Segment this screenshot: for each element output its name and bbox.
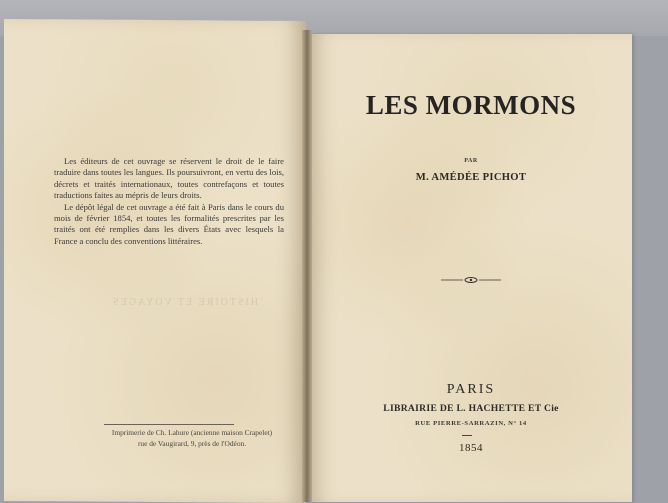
- publication-city: PARIS: [446, 382, 496, 397]
- printer-imprint: [86, 427, 298, 449]
- printer-rule: [104, 424, 234, 425]
- publisher-name: LIBRAIRIE DE L. HACHETTE ET Cie: [383, 403, 559, 414]
- ornament-divider-icon: [310, 275, 632, 289]
- rights-paragraph-1: Les éditeurs de cet ouvrage se réservent le droit de le faire traduire dans toutes les langues. Ils poursuivront, en vertu des lois, décrets et traités internationaux, toutes contrefaçons et toutes traductions faites au mépris de leurs droits.: [54, 156, 284, 201]
- printer-line-2: rue de Vaugirard, 9, près de l'Odéon.: [137, 439, 247, 448]
- short-rule: [462, 435, 472, 436]
- rights-notice: [54, 156, 284, 247]
- printer-line-1: Imprimerie de Ch. Lahure (ancienne maison Crapelet): [111, 428, 273, 437]
- author-name: M. AMÉDÉE PICHOT: [415, 172, 527, 183]
- publication-year: 1854: [459, 442, 483, 454]
- show-through-text: HISTOIRE ET VOYAGES: [111, 297, 258, 308]
- book-title: LES MORMONS: [365, 90, 577, 120]
- publisher-address: RUE PIERRE-SARRAZIN, N° 14: [415, 420, 527, 427]
- rights-paragraph-2: Le dépôt légal de cet ouvrage a été fait à Paris dans le cours du mois de février 1854, et toutes les formalités prescrites par les traités ont été remplies dans les divers États avec lesquels la France a conclu des conventions littéraires.: [54, 201, 284, 246]
- by-line: PAR: [464, 158, 478, 164]
